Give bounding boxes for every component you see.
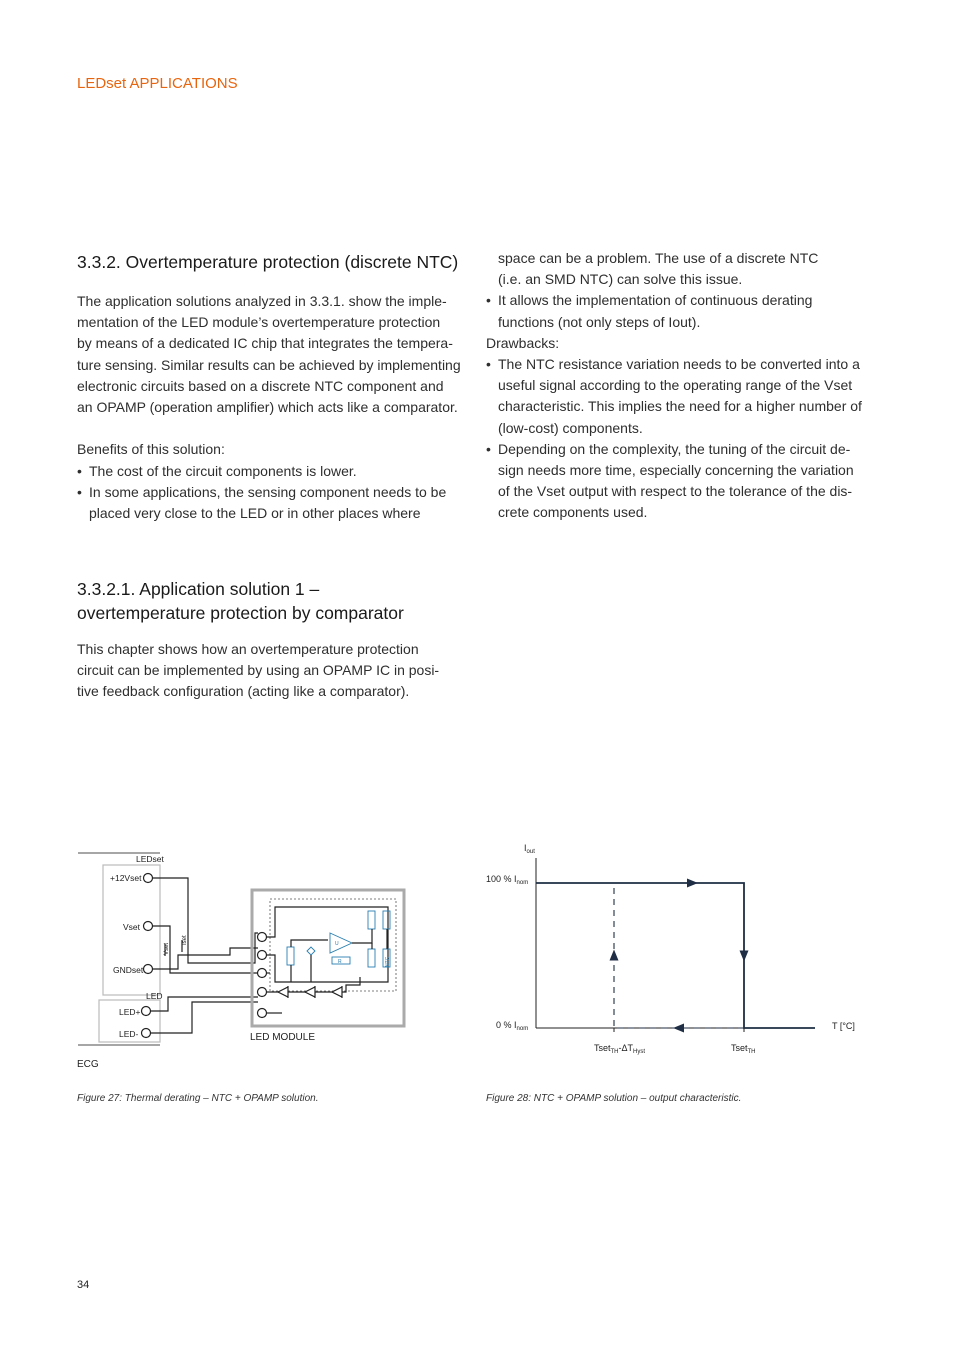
drawback-text: • The NTC resistance variation needs to be converted into a (498, 356, 860, 373)
x-tick-th: Tset$_{TH}$ (731, 1043, 756, 1055)
direction-arrow (610, 950, 619, 961)
ecg-label: ECG (77, 1059, 99, 1070)
led-module-label: LED MODULE (250, 1032, 316, 1043)
benefit-text: functions (not only steps of Iout). (498, 313, 701, 330)
subsection-title-line: overtemperature protection by comparator (77, 603, 404, 623)
resistor-label: R (338, 959, 342, 965)
intro-line: electronic circuits based on a discrete NTC component and (77, 377, 444, 394)
drawback-text: (low-cost) components. (498, 419, 643, 436)
benefit-text: space can be a problem. The use of a discrete NTC (498, 250, 819, 266)
p12vset-label: +12Vset (110, 873, 142, 883)
benefit-continuation (486, 248, 886, 290)
left-column (77, 291, 477, 524)
benefit-text: placed very close to the LED or in other places where (89, 505, 421, 522)
ntc-label: NTC (385, 956, 391, 967)
page-number: 34 (77, 1279, 90, 1291)
intro-line: mentation of the LED module’s overtemperature protection (77, 314, 441, 331)
output-characteristic-chart (480, 838, 880, 1063)
benefit-item (486, 290, 886, 332)
drawbacks-heading: Drawbacks: (486, 334, 560, 351)
direction-arrow (740, 951, 749, 962)
running-header: LEDset APPLICATIONS (77, 75, 238, 92)
benefits-heading: Benefits of this solution: (77, 441, 225, 458)
benefit-item (77, 482, 477, 524)
drawback-text: crete components used. (498, 504, 648, 521)
body-line: circuit can be implemented by using an OPAMP IC in posi- (77, 662, 440, 679)
body-line: This chapter shows how an overtemperature protection (77, 641, 419, 657)
direction-arrow (673, 1024, 684, 1033)
intro-line: by means of a dedicated IC chip that integrates the tempera- (77, 335, 453, 352)
intro-line: ture sensing. Similar results can be achieved by implementing (77, 356, 461, 373)
drawback-text: characteristic. This implies the need for a higher number of (498, 398, 862, 415)
circuit-diagram (70, 845, 415, 1075)
intro-line: an OPAMP (operation amplifier) which acts like a comparator. (77, 399, 458, 416)
vset-label: Vset (123, 922, 141, 932)
subsection-title (77, 577, 404, 625)
led-label: LED (146, 991, 163, 1001)
derating-line (536, 883, 815, 1028)
y-tick-0: 0 % $I_{nom}$ (496, 1020, 529, 1032)
y-axis-title: $I_{out}$ (524, 843, 535, 855)
figure27-caption: Figure 27: Thermal derating – NTC + OPAMP solution. (77, 1093, 319, 1104)
subsection-title-line: 3.3.2.1. Application solution 1 – (77, 579, 320, 599)
intro-line: The application solutions analyzed in 3.3.1. show the imple- (77, 293, 447, 309)
drawback-item (486, 439, 886, 524)
subsection-body (77, 639, 477, 703)
iset-vertical-label: Iset (182, 935, 188, 945)
x-axis-title: T [°C] (832, 1021, 855, 1031)
drawback-text: of the Vset output with respect to the tolerance of the dis- (498, 483, 853, 500)
drawback-text: sign needs more time, especially concerning the variation (498, 462, 854, 479)
opamp-label: U (335, 941, 339, 947)
right-column (486, 248, 886, 524)
benefit-text: (i.e. an SMD NTC) can solve this issue. (498, 271, 743, 288)
drawback-text: • Depending on the complexity, the tuning of the circuit de- (498, 440, 851, 457)
ledplus-label: LED+ (119, 1007, 141, 1017)
body-line: tive feedback configuration (acting like a comparator). (77, 683, 410, 700)
section-title: 3.3.2. Overtemperature protection (discrete NTC) (77, 252, 459, 272)
benefit-text: The cost of the circuit components is lower. (89, 462, 357, 479)
benefit-item (77, 461, 477, 482)
x-tick-hyst: $Tset_{TH}-\Delta T_{Hyst}$ (594, 1043, 646, 1055)
drawback-text: useful signal according to the operating range of the Vset (498, 377, 853, 394)
y-tick-100: 100 % $I_{nom}$ (486, 874, 529, 886)
gndset-label: GNDset (113, 965, 144, 975)
benefit-text: • In some applications, the sensing component needs to be (89, 483, 447, 500)
benefit-text: • It allows the implementation of continuous derating (498, 292, 813, 309)
vset-vertical-label: Vset (164, 942, 170, 955)
direction-arrow (687, 879, 698, 888)
ledset-label: LEDset (136, 854, 164, 864)
drawback-item (486, 354, 886, 439)
hysteresis-line (614, 883, 744, 1028)
ledminus-label: LED- (119, 1029, 139, 1039)
figure28-caption: Figure 28: NTC + OPAMP solution – output characteristic. (486, 1093, 742, 1104)
